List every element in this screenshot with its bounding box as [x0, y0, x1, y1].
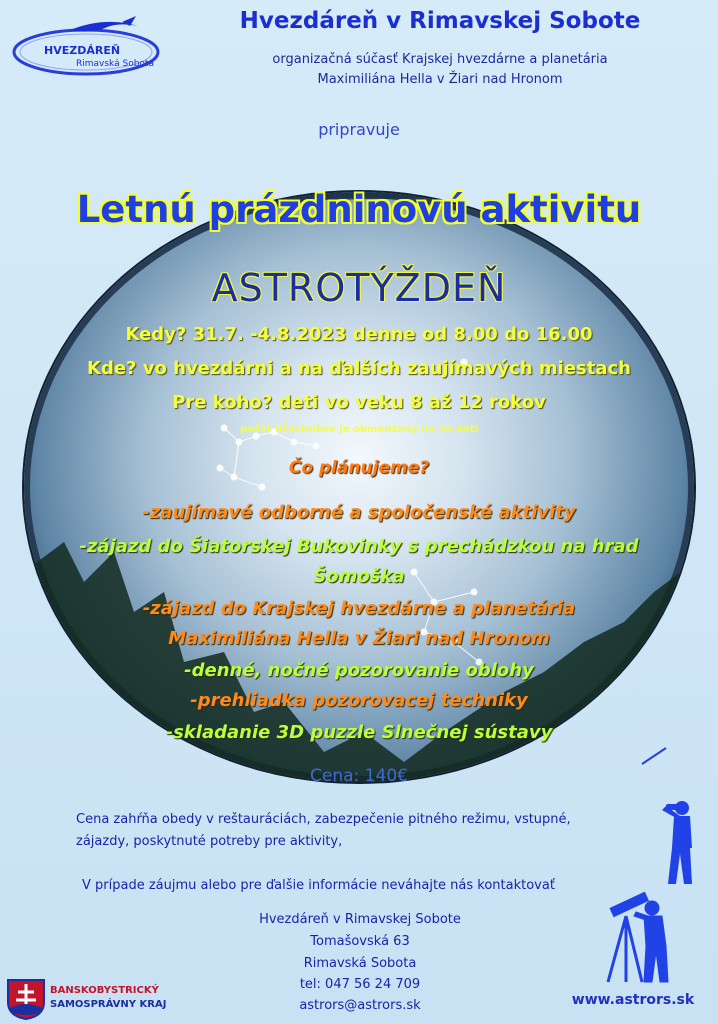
region-name-line-1: BANSKOBYSTRICKÝ [50, 985, 159, 996]
activity-item: -zaujímavé odborné a spoločenské aktivity [142, 502, 576, 523]
address-street: Tomašovská 63 [310, 934, 410, 949]
person-telescope-icon [590, 886, 680, 984]
event-name: ASTROTÝŽDEŇ [211, 266, 507, 310]
price: Cena: 140€ [310, 766, 408, 786]
plan-heading: Čo plánujeme? [288, 458, 430, 478]
person-binoculars-icon [650, 798, 710, 888]
event-for-whom: Pre koho? deti vo veku 8 až 12 rokov [172, 392, 546, 413]
region-coat-of-arms [6, 978, 46, 1020]
price-includes-line-2: zájazdy, poskytnuté potreby pre aktivity, [76, 834, 343, 849]
event-where: Kde? vo hvezdárni a na ďalších zaujímavých miestach [87, 358, 631, 379]
address-name: Hvezdáreň v Rimavskej Sobote [259, 912, 461, 927]
prepares-label: pripravuje [318, 120, 400, 139]
event-capacity: počet účastníkov je obmedzený na 15 detí [239, 424, 479, 435]
activity-item: -prehliadka pozorovacej techniky [190, 690, 528, 711]
activity-item: Šomoška [313, 566, 405, 587]
address-city: Rimavská Sobota [303, 956, 417, 971]
activity-item: -zájazd do Šiatorskej Bukovinky s prechádzkou na hrad [79, 536, 639, 557]
event-title: Letnú prázdninovú aktivitu [76, 188, 642, 231]
address-email[interactable]: astrors@astrors.sk [299, 998, 421, 1013]
shooting-star-icon [640, 744, 670, 766]
website-link[interactable]: www.astrors.sk [571, 992, 695, 1008]
subtitle-line-1: organizačná súčasť Krajskej hvezdárne a planetária [272, 52, 608, 67]
activity-item: -zájazd do Krajskej hvezdárne a planetária [142, 598, 576, 619]
activity-item: Maximiliána Hella v Žiari nad Hronom [168, 628, 550, 649]
observatory-logo [10, 12, 170, 82]
region-name-line-2: SAMOSPRÁVNY KRAJ [50, 999, 167, 1010]
subtitle-line-2: Maximiliána Hella v Žiari nad Hronom [317, 72, 563, 87]
logo-text-1: HVEZDÁREŇ [44, 44, 121, 57]
event-when: Kedy? 31.7. -4.8.2023 denne od 8.00 do 16.00 [125, 324, 593, 345]
price-includes-line-1: Cena zahŕňa obedy v reštauráciách, zabezpečenie pitného režimu, vstupné, [76, 812, 571, 827]
logo-text-2: Rimavská Sobota [76, 59, 154, 69]
contact-prompt: V prípade záujmu alebo pre ďalšie informácie neváhajte nás kontaktovať [82, 878, 555, 893]
address-phone: tel: 047 56 24 709 [299, 977, 421, 992]
activity-item: -skladanie 3D puzzle Slnečnej sústavy [165, 722, 553, 743]
activity-item: -denné, nočné pozorovanie oblohy [184, 660, 534, 681]
page-title: Hvezdáreň v Rimavskej Sobote [239, 8, 641, 34]
